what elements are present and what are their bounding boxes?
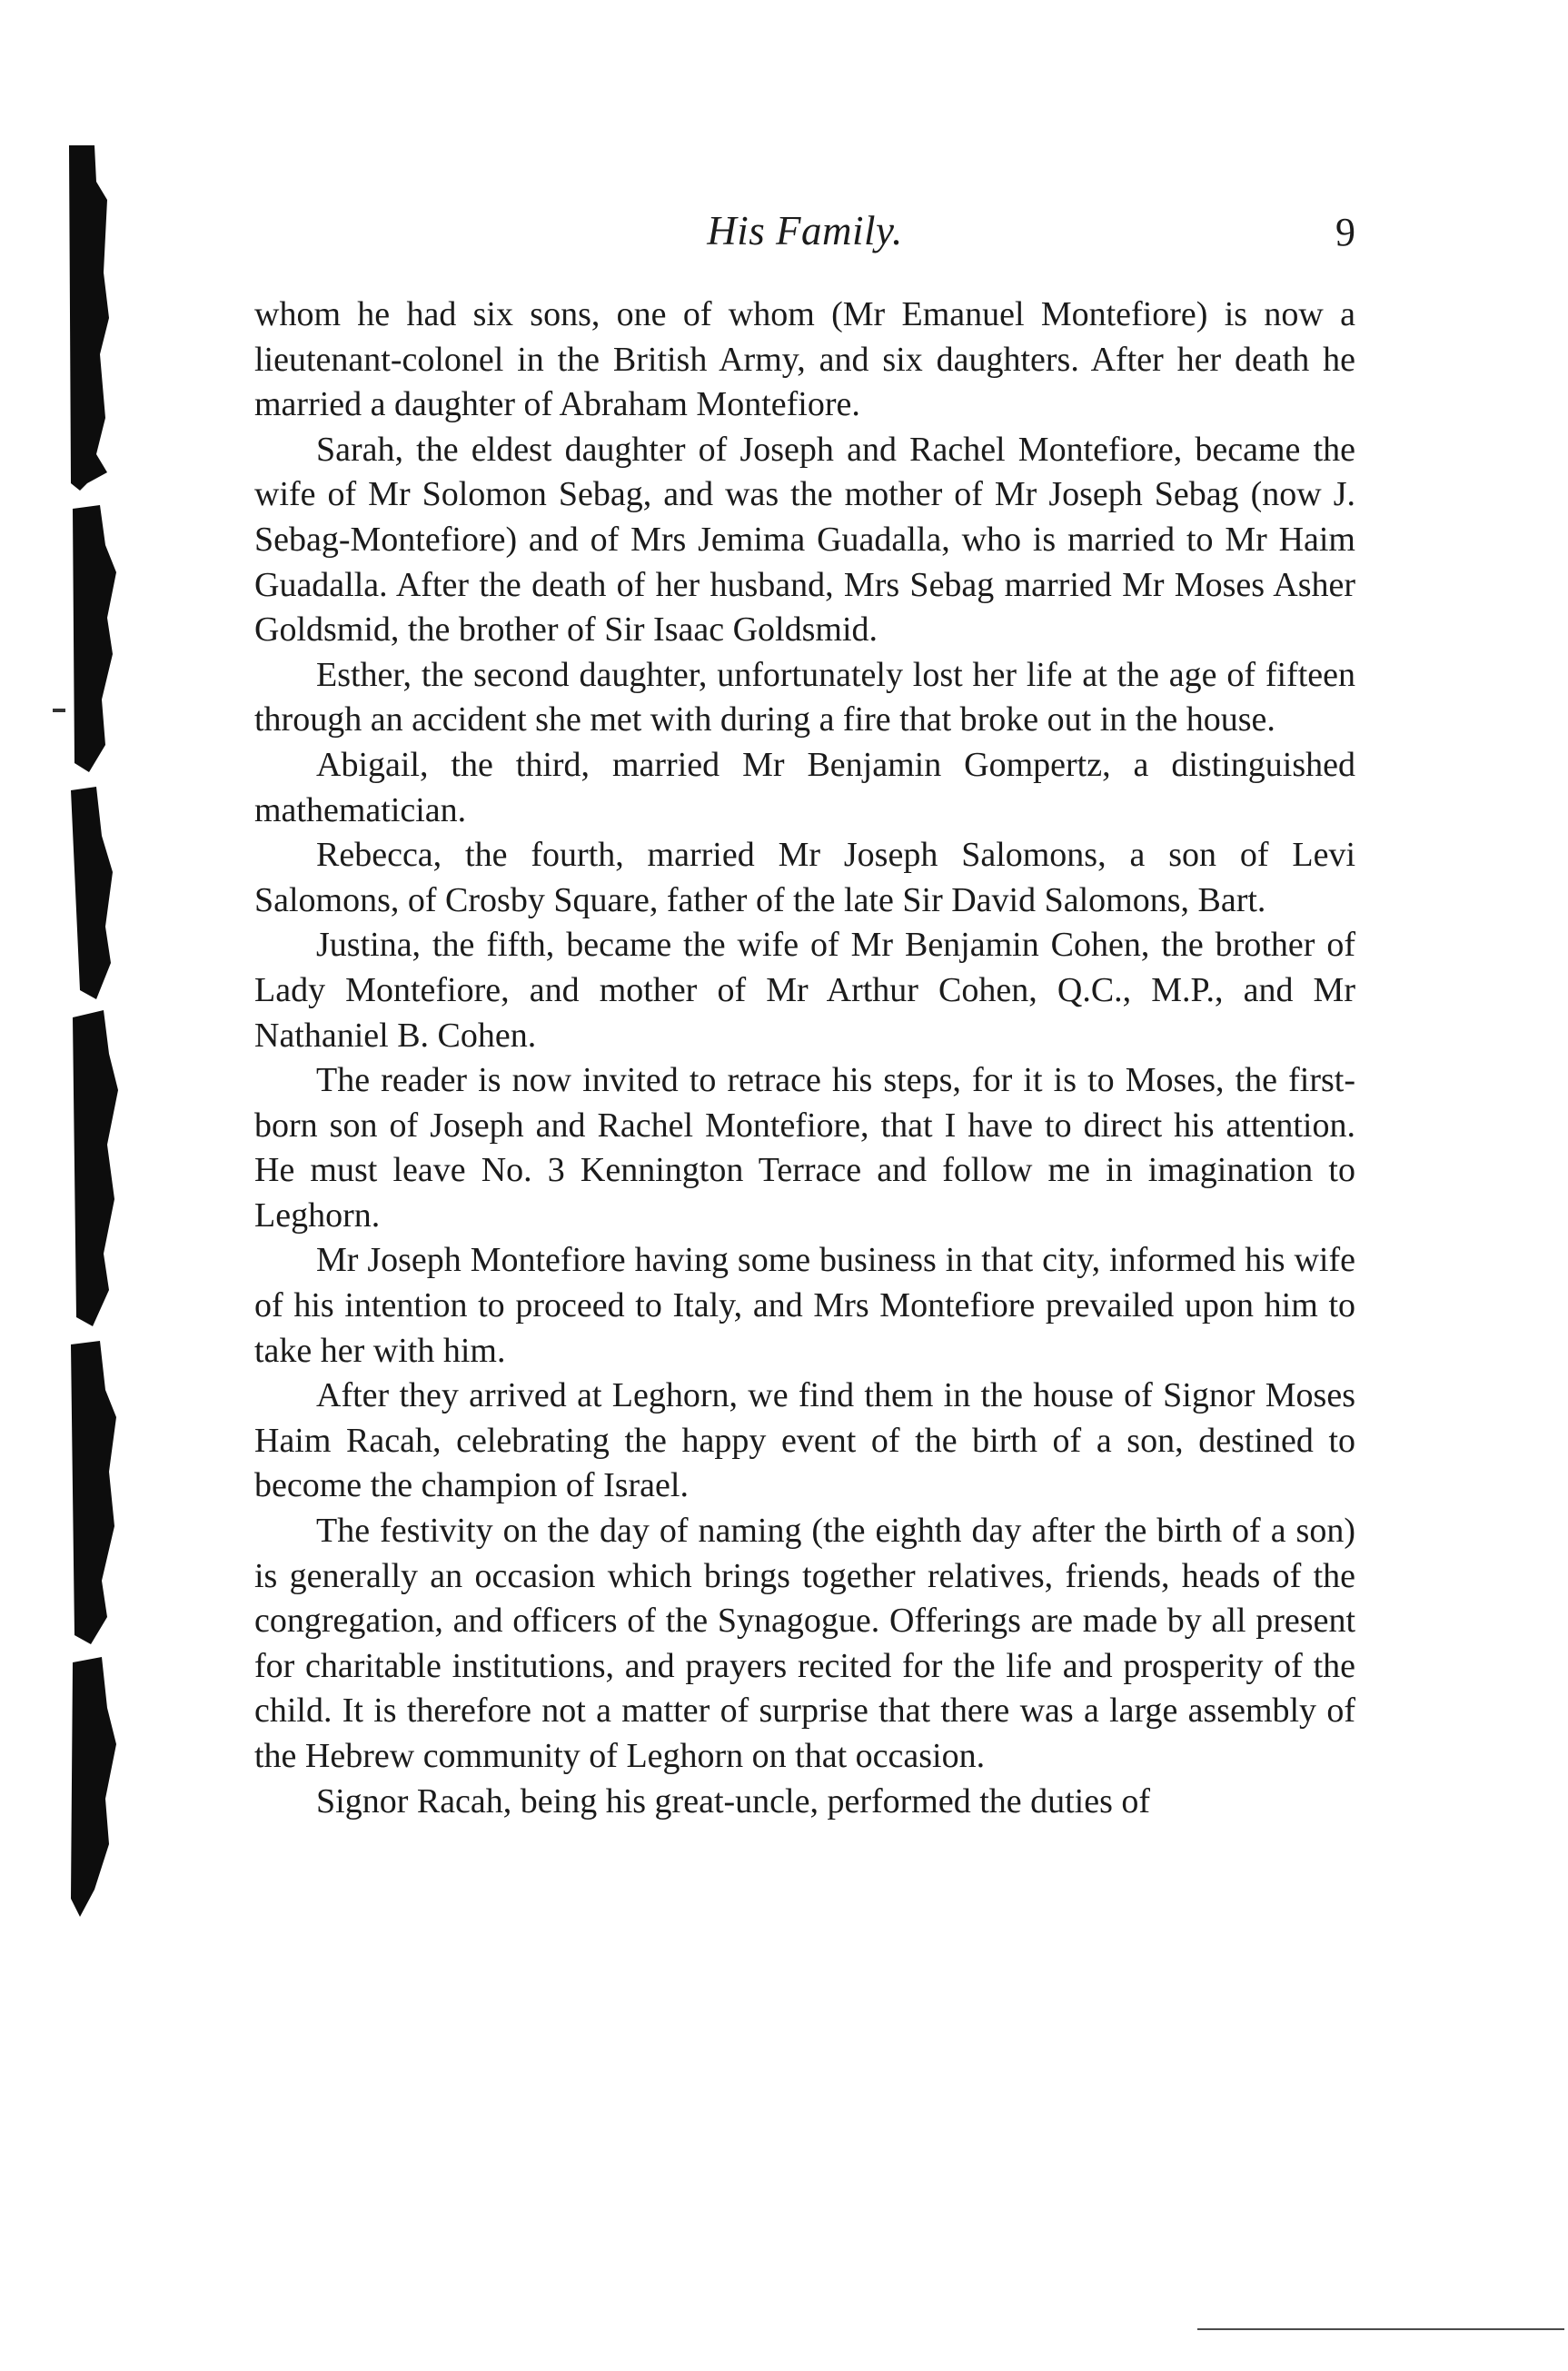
paragraph: Abigail, the third, married Mr Benjamin Gompertz, a distinguished mathematician. xyxy=(254,745,1355,829)
paragraph: After they arrived at Leghorn, we find them in the house of Signor Moses Haim Racah, celebrating the happy event of the birth of a son, destined to become the champion of Israel. xyxy=(254,1376,1355,1505)
body-text xyxy=(254,293,1355,1824)
paragraph: Justina, the fifth, became the wife of Mr Benjamin Cohen, the brother of Lady Montefiore, and mother of Mr Arthur Cohen, Q.C., M.P., and Mr Nathaniel B. Cohen. xyxy=(254,926,1355,1055)
paragraph: Esther, the second daughter, unfortunately lost her life at the age of fifteen through an accident she met with during a fire that broke out in the house. xyxy=(254,655,1355,739)
scan-spine-shadow xyxy=(53,145,162,1926)
paragraph: The reader is now invited to retrace his steps, for it is to Moses, the first-born son of Joseph and Rachel Montefiore, that I have to direct his attention. He must leave No. 3 Kennington Terrace and follow me in imagination to Leghorn. xyxy=(254,1061,1355,1235)
paragraph: Rebecca, the fourth, married Mr Joseph Salomons, a son of Levi Salomons, of Crosby Square, father of the late Sir David Salomons, Bart. xyxy=(254,836,1355,919)
page-header xyxy=(254,207,1355,271)
page-number: 9 xyxy=(1335,210,1355,254)
paragraph: Signor Racah, being his great-uncle, performed the duties of xyxy=(316,1781,1151,1820)
paragraph: Mr Joseph Montefiore having some business in that city, informed his wife of his intention to proceed to Italy, and Mrs Montefiore prevailed upon him to take her with him. xyxy=(254,1241,1355,1370)
paragraph: whom he had six sons, one of whom (Mr Emanuel Montefiore) is now a lieutenant-colonel in the British Army, and six daughters. After her death he married a daughter of Abraham Montefiore. xyxy=(254,295,1355,424)
footer-rule xyxy=(1197,2328,1564,2330)
running-head: His Family. xyxy=(707,208,903,253)
paragraph: The festivity on the day of naming (the eighth day after the birth of a son) is generally an occasion which brings together relatives, friends, heads of the congregation, and officers of the Synagogue. Offerings are made by all present for charitable institutions, and prayers recited for the life and prosperity of the child. It is therefore not a matter of surprise that there was a large assembly of the Hebrew community of Leghorn on that occasion. xyxy=(254,1512,1355,1775)
paragraph: Sarah, the eldest daughter of Joseph and Rachel Montefiore, became the wife of Mr Solomon Sebag, and was the mother of Mr Joseph Sebag (now J. Sebag-Montefiore) and of Mrs Jemima Guadalla, who is married to Mr Haim Guadalla. After the death of her husband, Mrs Sebag married Mr Moses Asher Goldsmid, the brother of Sir Isaac Goldsmid. xyxy=(254,430,1355,650)
